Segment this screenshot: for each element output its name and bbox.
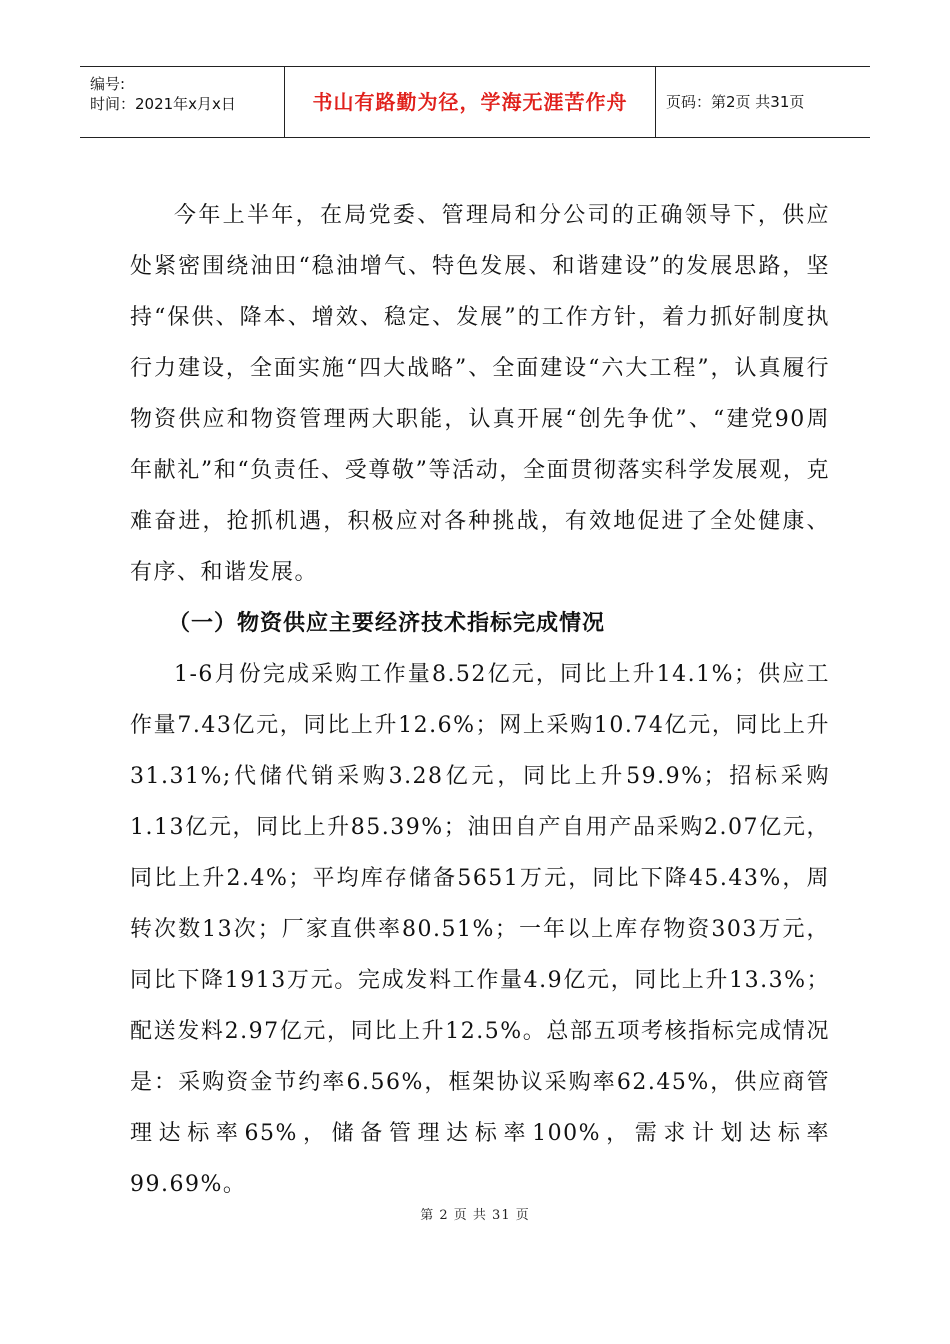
section-heading: （一）物资供应主要经济技术指标完成情况 <box>168 611 606 636</box>
header-page-cell <box>656 67 870 137</box>
header-info-cell <box>80 67 285 137</box>
page-header <box>80 66 870 138</box>
header-motto: 书山有路勤为径，学海无涯苦作舟 <box>312 90 628 114</box>
document-date-label: 时间：2021年x月x日 <box>90 95 236 113</box>
document-body <box>130 190 830 1210</box>
page-footer: 第 2 页 共 31 页 <box>420 1208 530 1223</box>
header-motto-cell <box>285 67 656 137</box>
body-paragraph-intro: 今年上半年，在局党委、管理局和分公司的正确领导下，供应处紧密围绕油田“稳油增气、特色发展、和谐建设”的发展思路，坚持“保供、降本、增效、稳定、发展”的工作方针，着力抓好制度执行力建设，全面实施“四大战略”、全面建设“六大工程”，认真履行物资供应和物资管理两大职能，认真开展“创先争优”、“建党90周年献礼”和“负责任、受尊敬”等活动，全面贯彻落实科学发展观，克难奋进，抢抓机遇，积极应对各种挑战，有效地促进了全处健康、有序、和谐发展。 <box>130 203 830 585</box>
document-number-label: 编号: <box>90 75 126 93</box>
header-page-code: 页码：第2页 共31页 <box>666 93 805 111</box>
body-paragraph-indicators: 1-6月份完成采购工作量8.52亿元，同比上升14.1%；供应工作量7.43亿元，同比上升12.6%；网上采购10.74亿元，同比上升31.31%;代储代销采购3.28亿元，同比上升59.9%；招标采购1.13亿元，同比上升85.39%；油田自产自用产品采购2.07亿元，同比上升2.4%；平均库存储备5651万元，同比下降45.43%，周转次数13次；厂家直供率80.51%；一年以上库存物资303万元，同比下降1913万元。完成发料工作量4.9亿元，同比上升13.3%；配送发料2.97亿元，同比上升12.5%。总部五项考核指标完成情况是：采购资金节约率6.56%，框架协议采购率62.45%，供应商管理达标率65%，储备管理达标率100%，需求计划达标率99.69%。 <box>130 662 830 1197</box>
